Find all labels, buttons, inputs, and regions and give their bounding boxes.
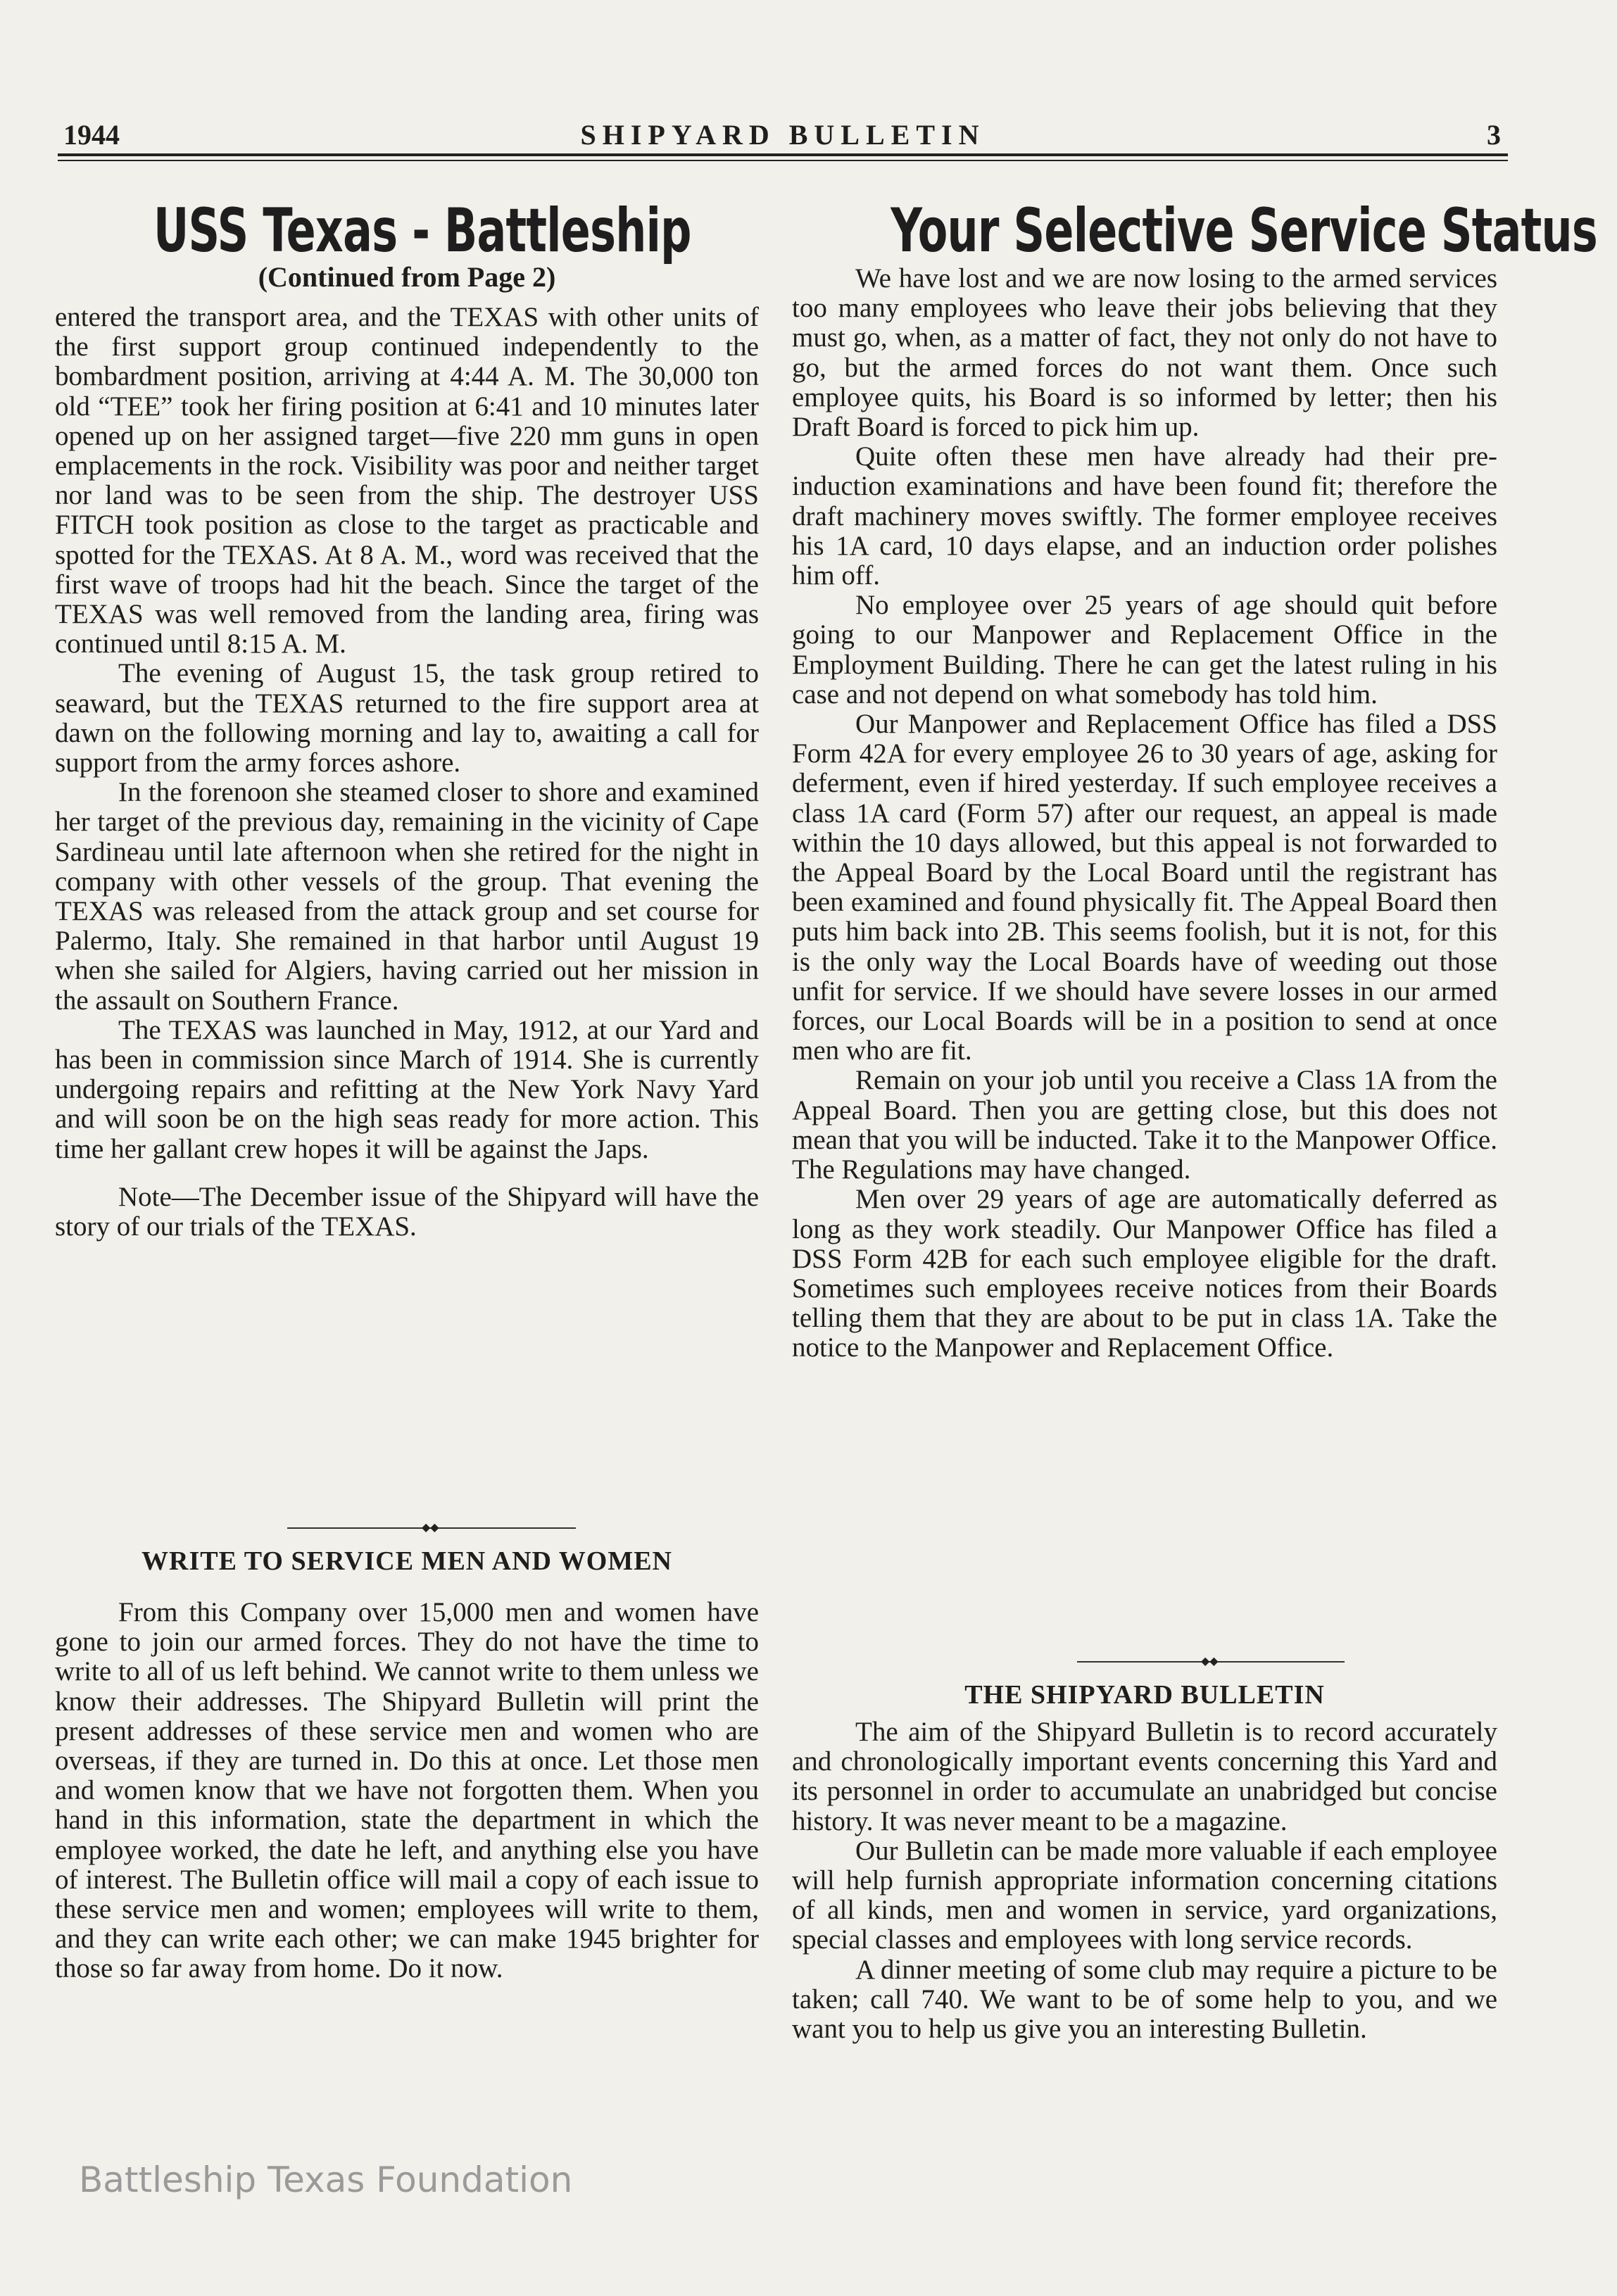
texas-article — [55, 303, 759, 1242]
service-paragraph: Remain on your job until you receive a Class 1A from the Appeal Board. Then you are getting close, but this does not mean that you will be inducted. Take it to the Manpower Office. The Regulations may have changed. — [792, 1065, 1497, 1185]
service-paragraph: No employee over 25 years of age should quit before going to our Manpower and Replacement Office in the Employment Building. There he can get the latest ruling in his case and not depend on what somebody has told him. — [792, 590, 1497, 709]
texas-paragraph: In the forenoon she steamed closer to shore and examined her target of the previous day, remaining in the vicinity of Cape Sardineau until late afternoon when she retired for the night in company with other vessels of the group. That evening the TEXAS was released from the attack group and set course for Palermo, Italy. She remained in that harbor until August 19 when she sailed for Algiers, having carried out her mission in the assault on Southern France. — [55, 777, 759, 1016]
header-rule — [58, 153, 1508, 156]
texas-paragraph: The TEXAS was launched in May, 1912, at our Yard and has been in commission since March of 1914. She is currently undergoing repairs and refitting at the New York Navy Yard and will soon be on the high seas ready for more action. This time her gallant crew hopes it will be against the Japs. — [55, 1014, 759, 1164]
bulletin-article — [792, 1717, 1497, 2044]
service-paragraph: Men over 29 years of age are automatically deferred as long as they work steadily. Our Manpower Office has filed a DSS Form 42B for each such employee eligible for the draft. Sometimes such employees receive notices from their Boards telling them that they are about to be put in class 1A. Take the notice to the Manpower and Replacement Office. — [792, 1184, 1497, 1363]
texas-paragraph: The evening of August 15, the task group retired to seaward, but the TEXAS returned to the fire support area at dawn on the following morning and lay to, awaiting a call for support from the army forces ashore. — [55, 658, 759, 778]
header-year: 1944 — [63, 119, 120, 151]
service-paragraph: Quite often these men have already had their pre-induction examinations and have been found fit; therefore the draft machinery moves swiftly. The former employee receives his 1A card, 10 days elapse, and an induction order polishes him off. — [792, 441, 1497, 591]
service-paragraph: Our Manpower and Replacement Office has filed a DSS Form 42A for every employee 26 to 30 years of age, asking for deferment, even if hired yesterday. If such employee receives a class 1A card (Form 57) after our request, an appeal is made within the 10 days allowed, but this appeal is not forwarded to the Appeal Board by the Local Board until the registrant has been examined and found physically fit. The Appeal Board then puts him back into 2B. This seems foolish, but it is not, for this is the only way the Local Boards have of weeding out those unfit for service. If we should have severe losses in our armed forces, our Local Boards will be in a position to send at once men who are fit. — [792, 709, 1497, 1066]
write-section-title: WRITE TO SERVICE MEN AND WOMEN — [141, 1546, 672, 1576]
page-number: 3 — [1487, 119, 1501, 151]
continued-note: (Continued from Page 2) — [258, 261, 556, 293]
section-divider — [287, 1522, 576, 1534]
bulletin-paragraph: The aim of the Shipyard Bulletin is to record accurately and chronologically important events concerning this Yard and its personnel in order to accumulate an unabridged but concise history. It was never meant to be a magazine. — [792, 1717, 1497, 1836]
page-header — [58, 118, 1508, 158]
diamond-ornament-icon: ◆◆ — [422, 1522, 439, 1534]
selective-service-headline: Your Selective Service Status — [891, 196, 1598, 266]
header-rule-thin — [58, 160, 1508, 161]
bulletin-section-title: THE SHIPYARD BULLETIN — [964, 1680, 1325, 1710]
watermark: Battleship Texas Foundation — [79, 2159, 573, 2200]
texas-paragraph: entered the transport area, and the TEXAS with other units of the first support group continued independently to the bombardment position, arriving at 4:44 A. M. The 30,000 ton old “TEE” took her firing position at 6:41 and 10 minutes later opened up on her assigned target—five 220 mm guns in open emplacements in the rock. Visibility was poor and neither target nor land was to be seen from the ship. The destroyer USS FITCH took position as close to the target as practicable and spotted for the TEXAS. At 8 A. M., word was received that the first wave of troops had hit the beach. Since the target of the TEXAS was well removed from the landing area, firing was continued until 8:15 A. M. — [55, 302, 759, 660]
section-divider — [1077, 1655, 1345, 1667]
write-article — [55, 1598, 759, 1984]
service-paragraph: We have lost and we are now losing to the armed services too many employees who leave their jobs believing that they must go, when, as a matter of fact, they not only do not have to go, but the armed forces do not want them. Once such employee quits, his Board is so informed by letter; then his Draft Board is forced to pick him up. — [792, 263, 1497, 443]
selective-service-article — [792, 264, 1497, 1363]
texas-headline: USS Texas - Battleship — [153, 196, 691, 266]
texas-note: Note—The December issue of the Shipyard will have the story of our trials of the TEXAS. — [55, 1181, 759, 1242]
bulletin-paragraph: Our Bulletin can be made more valuable if each employee will help furnish appropriate information concerning citations of all kinds, men and women in service, yard organizations, special classes and employees with long service records. — [792, 1835, 1497, 1955]
diamond-ornament-icon: ◆◆ — [1201, 1655, 1219, 1667]
publication-title: SHIPYARD BULLETIN — [580, 119, 986, 151]
write-paragraph: From this Company over 15,000 men and women have gone to join our armed forces. They do not have the time to write to all of us left behind. We cannot write to them unless we know their addresses. The Shipyard Bulletin will print the present addresses of these service men and women who are overseas, if they are turned in. Do this at once. Let those men and women know that we have not forgotten them. When you hand in this information, state the department in which the employee worked, the date he left, and anything else you have of interest. The Bulletin office will mail a copy of each issue to these service men and women; employees will write to them, and they can write each other; we can make 1945 brighter for those so far away from home. Do it now. — [55, 1597, 759, 1984]
bulletin-paragraph: A dinner meeting of some club may require a picture to be taken; call 740. We want to be of some help to you, and we want you to help us give you an interesting Bulletin. — [792, 1954, 1497, 2045]
